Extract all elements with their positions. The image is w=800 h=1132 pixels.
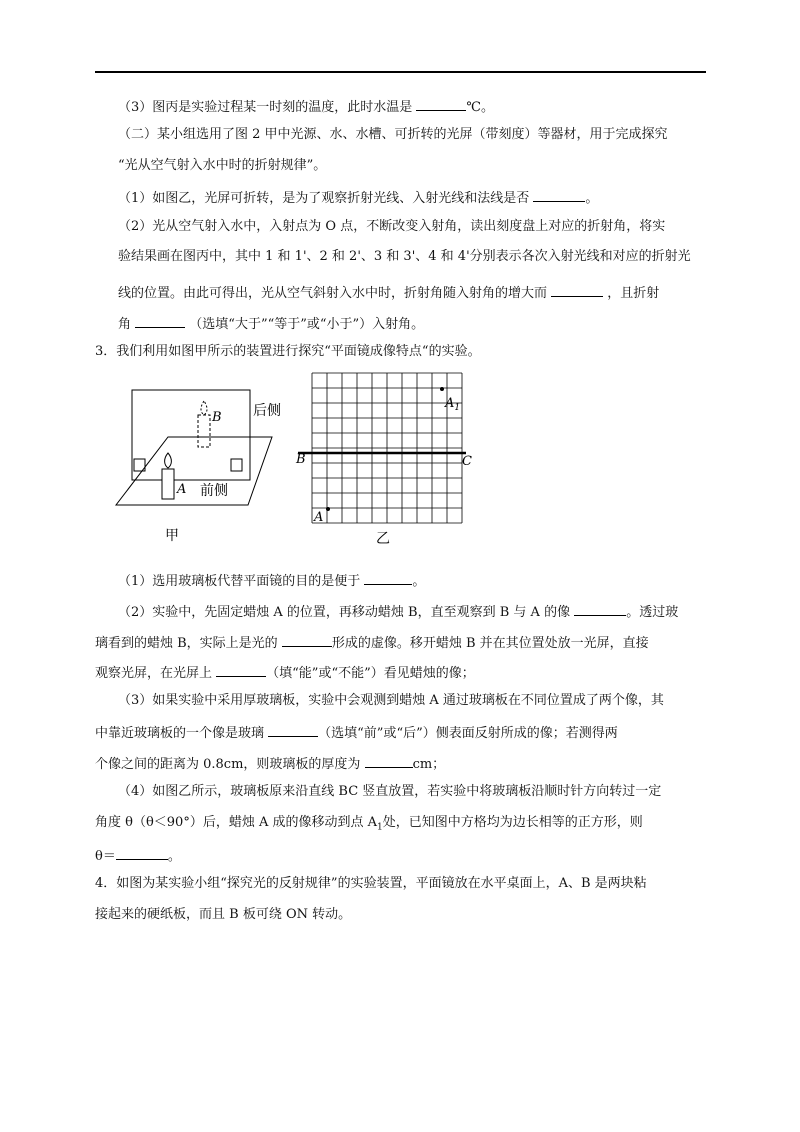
q4-stem-2: 接起来的硬纸板，而且 B 板可绕 ON 转动。 [95,907,352,922]
label-b-grid: B [296,452,306,467]
q3-sub4-3: θ＝ 。 [95,845,181,866]
q3-sub2-3: 观察光屏，在光屏上 （填“能”或“不能”）看见蜡烛的像； [95,662,475,683]
label-a1: $A_1$ [445,396,461,413]
q3-stem: 3．我们利用如图甲所示的装置进行探究“平面镜成像特点“的实验。 [95,344,481,359]
figure-jia [110,385,300,545]
figure-yi [290,365,490,550]
q3-sub3-3: 个像之间的距离为 0.8cm，则玻璃板的厚度为 cm； [95,753,445,774]
answer-blank[interactable] [282,632,332,647]
caption-yi: 乙 [376,531,390,547]
q3-sub4-2: 角度 θ（θ＜90°）后，蜡烛 A 成的像移动到点 $A_1$处，已知图中方格均为边长相等的正方形，则 [95,815,643,833]
part1-q2: （2）光从空气射入水中，入射点为 O 点，不断改变入射角，读出刻度盘上对应的折射角，将实 [118,219,666,234]
answer-blank[interactable] [551,282,603,297]
answer-blank[interactable] [365,753,413,768]
answer-blank[interactable] [116,845,168,860]
answer-blank[interactable] [533,187,585,202]
q3-sub2-2: 璃看到的蜡烛 B，实际上是光的 形成的虚像。移开蜡烛 B 并在其位置处放一光屏，直接 [95,632,649,653]
q3-sub2: （2）实验中，先固定蜡烛 A 的位置，再移动蜡烛 B，直至观察到 B 与 A 的像 。透过玻 [118,601,678,622]
answer-blank[interactable] [364,570,412,585]
glass-plate [132,390,250,480]
label-back: 后侧 [253,403,281,419]
part1-q3: （3）图丙是实验过程某一时刻的温度，此时水温是 ℃。 [118,96,494,117]
candle-b [198,415,210,447]
answer-blank[interactable] [216,662,266,677]
q3-sub3-2: 中靠近玻璃板的一个像是玻璃 （选填“前”或“后”）侧表面反射所成的像；若测得两 [95,722,618,743]
part1-intro: （二）某小组选用了图 2 甲中光源、水、水槽、可折转的光屏（带刻度）等器材，用于完成探究 [118,127,668,142]
q3-sub3: （3）如果实验中采用厚玻璃板，实验中会观测到蜡烛 A 通过玻璃板在不同位置成了两个像，其 [118,693,664,708]
label-c-grid: C [462,454,472,469]
answer-blank[interactable] [416,96,466,111]
answer-blank[interactable] [135,313,185,328]
part1-q1: （1）如图乙，光屏可折转，是为了观察折射光线、入射光线和法线是否 。 [118,187,598,208]
part1-q2-2: 验结果画在图丙中，其中 1 和 1'、2 和 2'、3 和 3'、4 和 4'分别表示各次入射光线和对应的折射光 [118,249,691,264]
flame-a-icon [165,453,172,468]
part1-q2-3: 线的位置。由此可得出，光从空气斜射入水中时，折射角随入射角的增大而 ，且折射 [118,282,659,303]
part1-q2-4: 角 （选填“大于”“等于”或“小于”）入射角。 [118,313,424,334]
answer-blank[interactable] [268,722,318,737]
label-a-grid: A [314,510,324,525]
grid [312,373,462,523]
flame-b-icon [201,401,207,415]
part1-intro-2: “光从空气射入水中时的折射规律”。 [118,158,327,173]
point-a1 [440,387,444,391]
q4-stem: 4．如图为某实验小组“探究光的反射规律”的实验装置，平面镜放在水平桌面上，A、B 是两块粘 [95,876,647,891]
label-a: A [177,482,187,497]
candle-a [162,469,174,499]
point-a [326,507,330,511]
header-rule [95,71,706,73]
clip-right [231,459,242,471]
label-front: 前侧 [200,483,228,499]
q3-sub1: （1）选用玻璃板代替平面镜的目的是便于 。 [118,570,425,591]
answer-blank[interactable] [574,601,626,616]
q3-sub4: （4）如图乙所示，玻璃板原来沿直线 BC 竖直放置，若实验中将玻璃板沿顺时针方向转过一定 [118,784,662,799]
caption-jia: 甲 [165,528,179,544]
label-b: B [212,410,222,425]
